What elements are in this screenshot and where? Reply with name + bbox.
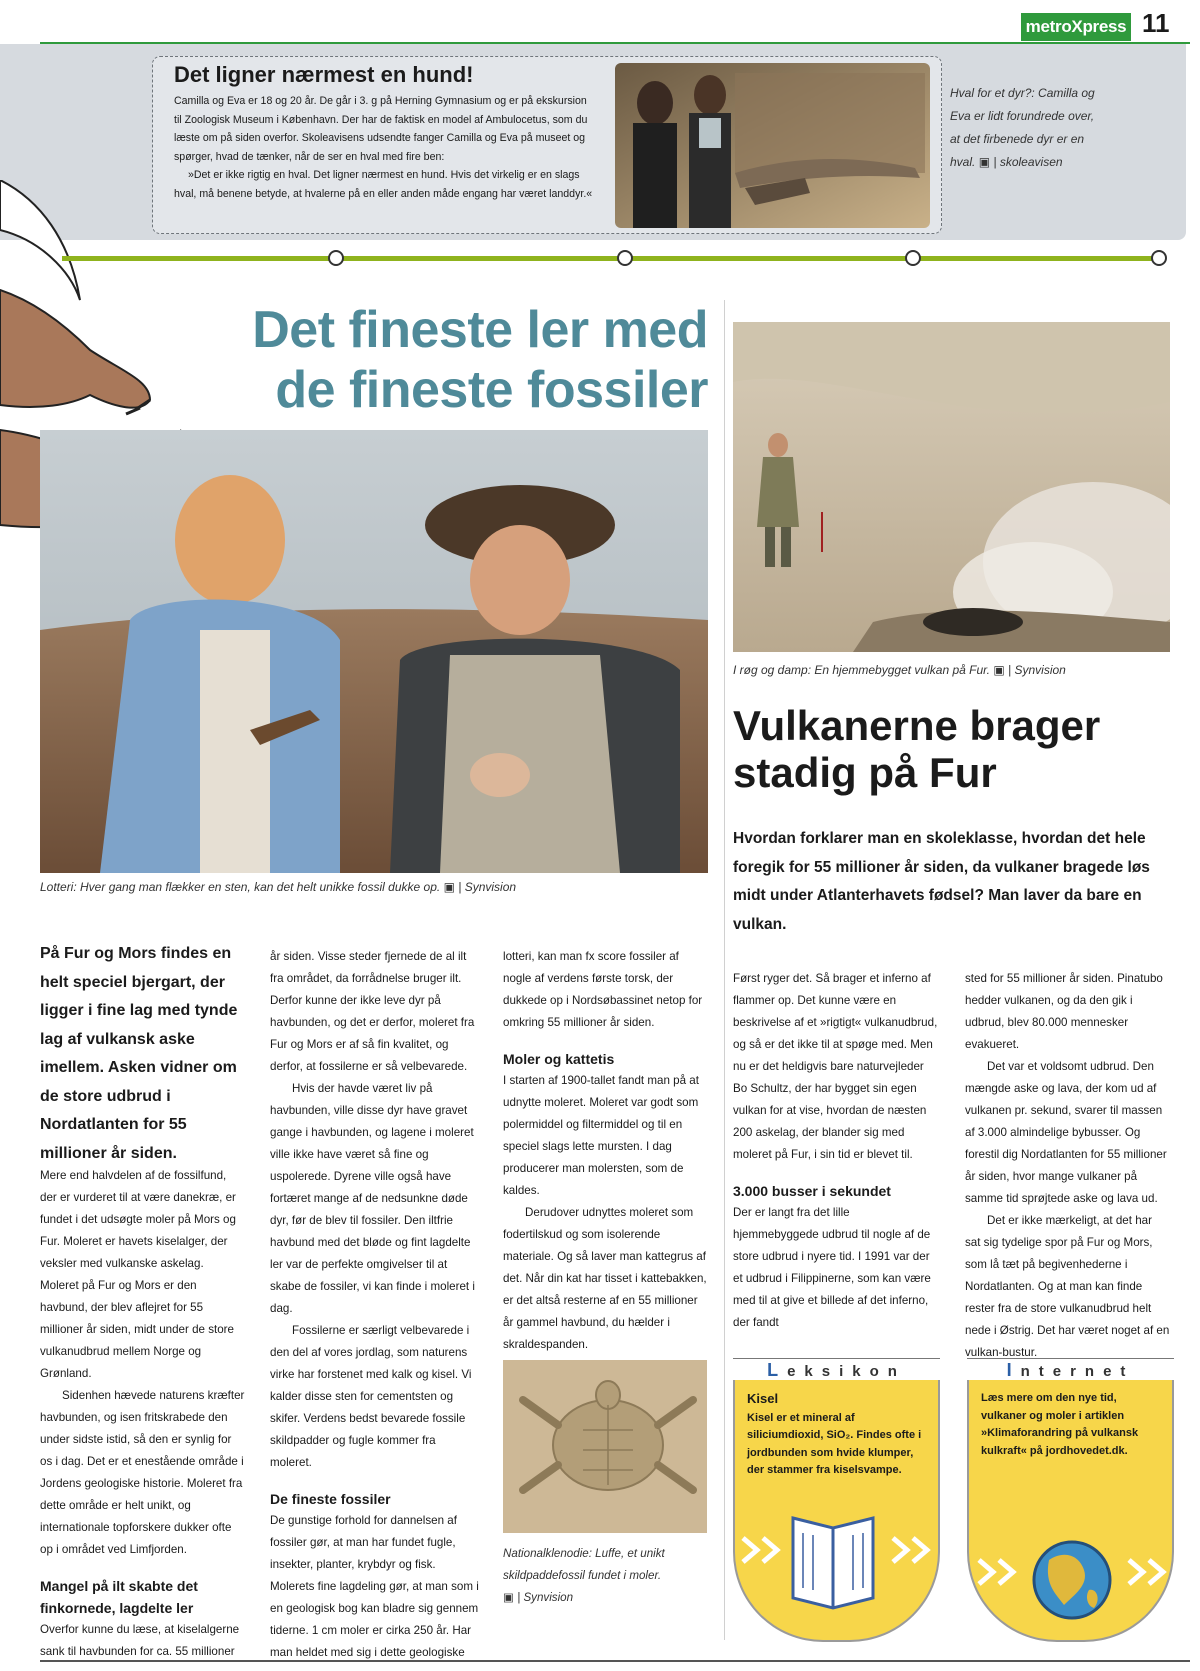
fossil-credit: Synvision bbox=[523, 1591, 574, 1604]
body-column-5 bbox=[965, 968, 1170, 1364]
paragraph: sted for 55 millioner år siden. Pinatubo hedder vulkanen, og da den gik i udbrud, blev 80.000 mennesker evakueret. bbox=[965, 972, 1163, 1051]
leksikon-heading bbox=[733, 1358, 940, 1380]
left-headline bbox=[150, 300, 708, 420]
divider-node bbox=[328, 250, 344, 266]
camera-icon: ▣ bbox=[993, 663, 1005, 677]
paragraph: år siden. Visse steder fjernede de al ilt fra området, da forrådnelse bruger ilt. Derfor kunne der ikke leve dyr på havbunden, og det er derfor, moleret fra Fur og Mors er af så fin kvalitet, og derfor, at fossilerne er så velbevarede. bbox=[270, 950, 475, 1073]
subheading: Mangel på ilt skabte det finkornede, lagdelte ler bbox=[40, 1578, 198, 1616]
volcano-photo-caption: I røg og damp: En hjemmebygget vulkan på Fur. ▣ | Synvision bbox=[733, 663, 1066, 677]
paragraph: Overfor kunne du læse, at kiselalgerne sank til havbunden for ca. 55 millioner bbox=[40, 1623, 240, 1658]
body-column-2 bbox=[270, 946, 480, 1664]
internet-text: Læs mere om den nye tid, vulkaner og moler i artiklen »Klimaforandring på vulkansk kulkraft« på jordhovedet.dk. bbox=[981, 1392, 1139, 1457]
internet-content bbox=[969, 1380, 1172, 1460]
divider-node bbox=[905, 250, 921, 266]
paragraph: Først ryger det. Så brager et inferno af flammer op. Det kunne være en beskrivelse af et »rigtigt« vulkanudbrud, og så er det ikke til at spøge med. Men nu er det heldigvis bare naturvejleder Bo Schultz, der har bygget sin egen vulkan for at vise, hvordan de næsten 200 askelag, der blander sig med moleret på Fur, i sin tid er blevet til. bbox=[733, 972, 938, 1161]
volcano-photo-credit: Synvision bbox=[1014, 663, 1066, 677]
teaser-text: Camilla og Eva er 18 og 20 år. De går i 3. g på Herning Gymnasium og er på ekskursion til Zoologisk Museum i København. Der har de faktisk en model af Ambulocetus, som du læste om på siden overfor. Skoleavisens udsendte fanger Camilla og Eva på museet og spørger, hvad de tænker, når de ser en hval med fire ben: bbox=[174, 95, 588, 163]
left-headline-line-1: Det fineste ler med bbox=[252, 301, 708, 359]
paragraph: Fossilerne er særligt velbevarede i den del af vores jordlag, som naturens virke har forstenet med kalk og kisel. Vi kalder disse sten for cementsten og skifer. Verdens bedst bevarede fossile skildpadder og fugle kommer fra moleret. bbox=[270, 1324, 472, 1469]
body-column-4 bbox=[733, 968, 938, 1334]
teaser-credit: skoleavisen bbox=[999, 155, 1063, 169]
paragraph: Hvis der havde været liv på havbunden, ville disse dyr have gravet gange i havbunden, og lagene i moleret ville ikke have været så fine og uspolerede. Dyrene ville også have fortæret mange af de nedsunkne døde dyr, før de blev til fossiler. Den iltfrie havbund med det bløde og fint lagdelte ler var de perfekte omgivelser til at skabe de fossiler, vi kan finde i moleret i dag. bbox=[270, 1082, 475, 1315]
main-photo-credit: Synvision bbox=[464, 880, 517, 894]
leksikon-heading-rest: eksikon bbox=[787, 1363, 906, 1380]
right-headline-line-2: stadig på Fur bbox=[733, 749, 997, 796]
paragraph: Det var et voldsomt udbrud. Den mængde aske og lava, der kom ud af vulkanen pr. sekund, svarer til massen af 3.000 almindelige bybusser. Og forestil dig Nordatlanten for 55 millioner år siden, hvor mange vulkaner på samme tid sprøjtede aske og lava ud. bbox=[965, 1060, 1167, 1205]
subheading: 3.000 busser i sekundet bbox=[733, 1183, 891, 1199]
volcano-photo bbox=[733, 322, 1170, 652]
camera-icon: ▣ bbox=[978, 155, 991, 169]
main-photo-caption: Lotteri: Hver gang man flækker en sten, kan det helt unikke fossil dukke op. ▣ | Synvision bbox=[40, 880, 517, 894]
teaser-caption: Hval for et dyr?: Camilla og Eva er lidt forundrede over, at det firbenede dyr er en hval. ▣ | skoleavisen bbox=[950, 86, 1095, 169]
internet-heading-rest: nternet bbox=[1020, 1363, 1135, 1380]
right-deck: Hvordan forklarer man en skoleklasse, hvordan det hele foregik for 55 millioner år siden, da vulkaner bragede løs midt under Atlanterhavets fødsel? Man laver da bare en vulkan. bbox=[733, 830, 1150, 933]
teaser-body bbox=[174, 92, 594, 203]
paragraph: I starten af 1900-tallet fandt man på at udnytte moleret. Moleret var godt som polermiddel og filtermiddel og til en speciel slags lette mursten. I dag producerer man molersten, som de kaldes. bbox=[503, 1074, 699, 1197]
paragraph: Derudover udnyttes moleret som fodertilskud og som isolerende materiale. Og så laver man kattegrus af det. Når din kat har tisset i kattebakken, er det altså resterne af en 55 millioner år gammel havbund, du hælder i skraldespanden. bbox=[503, 1206, 707, 1351]
main-photo bbox=[40, 430, 708, 873]
paragraph: lotteri, kan man fx score fossiler af nogle af verdens første torsk, der dukkede op i Nordsøbassinet netop for omkring 55 millioner år siden. bbox=[503, 950, 703, 1029]
fossil-caption: Nationalklenodie: Luffe, et unikt skildpaddefossil fundet i moler. ▣ | Synvision bbox=[503, 1543, 708, 1609]
internet-heading bbox=[967, 1358, 1174, 1380]
right-headline bbox=[733, 702, 1173, 796]
fossil-caption-text: Nationalklenodie: Luffe, et unikt skildpaddefossil fundet i moler. bbox=[503, 1547, 665, 1582]
paragraph: Der er langt fra det lille hjemmebyggede udbrud til nogle af de store udbrud i nyere tid. I 1991 var der et udbrud i Filippinerne, som kan være med til at give et billede af det inferno, der fandt bbox=[733, 1206, 931, 1329]
internet-shield bbox=[967, 1380, 1174, 1642]
divider-node bbox=[617, 250, 633, 266]
leksikon-shield bbox=[733, 1380, 940, 1642]
teaser-caption-text: Hval for et dyr?: Camilla og Eva er lidt forundrede over, at det firbenede dyr er en hval. bbox=[950, 86, 1095, 169]
paragraph: Sidenhen hævede naturens kræfter havbunden, og isen fritskrabede den under sidste istid, så den er synlig for os i dag. Det er et enestående område i Jordens geologiske historie. Moleret fra dette område er helt unikt, og internationale topforskere dukker ofte op i området ved Limfjorden. bbox=[40, 1389, 245, 1556]
fossil-photo bbox=[503, 1360, 707, 1533]
volcano-caption-text: I røg og damp: En hjemmebygget vulkan på Fur. bbox=[733, 663, 991, 677]
leksikon-box bbox=[733, 1358, 940, 1642]
main-photo-caption-text: Lotteri: Hver gang man flækker en sten, kan det helt unikke fossil dukke op. bbox=[40, 880, 441, 894]
globe-icon bbox=[969, 1500, 1174, 1640]
paragraph: De gunstige forhold for dannelsen af fossiler gør, at man har fundet fugle, insekter, planter, krybdyr og fisk. Molerets fine lagdeling gør, at man som i en geologisk bog kan bladre sig gennem tiderne. 1 cm moler er cirka 250 år. Har man heldet med sig i dette geologiske bbox=[270, 1514, 479, 1659]
column-divider bbox=[724, 300, 725, 1640]
camera-icon: ▣ bbox=[503, 1591, 514, 1604]
brand-logo: metroXpress bbox=[1021, 13, 1131, 41]
paragraph: Mere end halvdelen af de fossilfund, der er vurderet til at være danekræ, er fundet i det udsøgte moler på Mors og Fur. Moleret er havets kiselalger, der veksler med vulkanske askelag. Moleret på Fur og Mors er den havbund, der blev aflejret for 55 millioner år siden, midt under de store vulkanudbrud mellem Norge og Grønland. bbox=[40, 1169, 236, 1380]
leksikon-content bbox=[735, 1380, 938, 1480]
subheading: De fineste fossiler bbox=[270, 1491, 391, 1507]
internet-box bbox=[967, 1358, 1174, 1642]
page-number: 11 bbox=[1142, 8, 1170, 38]
subheading: Moler og kattetis bbox=[503, 1051, 615, 1067]
teaser-title: Det ligner nærmest en hund! bbox=[174, 62, 474, 87]
body-column-1 bbox=[40, 1165, 245, 1663]
leksikon-text: Kisel er et mineral af siliciumdioxid, SiO₂. Findes ofte i jordbunden som hvide klumper, der stammer fra kiselsvampe. bbox=[747, 1411, 922, 1476]
camera-icon: ▣ bbox=[443, 880, 455, 894]
article-lead: På Fur og Mors findes en helt speciel bjergart, der ligger i fine lag med tynde lag af vulkansk aske imellem. Asken vidner om de store udbrud i Nordatlanten for 55 millioner år siden. bbox=[40, 945, 238, 1162]
body-column-3 bbox=[503, 946, 708, 1356]
leksikon-heading-initial: L bbox=[767, 1360, 788, 1380]
left-headline-line-2: de fineste fossiler bbox=[275, 361, 708, 419]
paragraph: Det er ikke mærkeligt, at det har sat sig tydelige spor på Fur og Mors, som lå tæt på begivenhederne i Nordatlanten. Og at man kan finde rester fra de store vulkanudbrud helt nede i Østrig. Det har været noget af en vulkan-bustur. bbox=[965, 1214, 1170, 1359]
book-icon bbox=[733, 1478, 940, 1618]
bottom-rule bbox=[40, 1660, 1190, 1662]
leksikon-term: Kisel bbox=[747, 1391, 779, 1406]
divider-node bbox=[1151, 250, 1167, 266]
teaser-quote: »Det er ikke rigtig en hval. Det ligner nærmest en hund. Hvis det virkelig er en slags hval, må benene betyde, at hvalerne på en eller anden måde engang har været landdyr.« bbox=[174, 169, 593, 200]
right-headline-line-1: Vulkanerne brager bbox=[733, 702, 1101, 749]
section-divider bbox=[62, 256, 1162, 261]
teaser-photo bbox=[615, 63, 930, 228]
internet-heading-initial: I bbox=[1006, 1360, 1021, 1380]
